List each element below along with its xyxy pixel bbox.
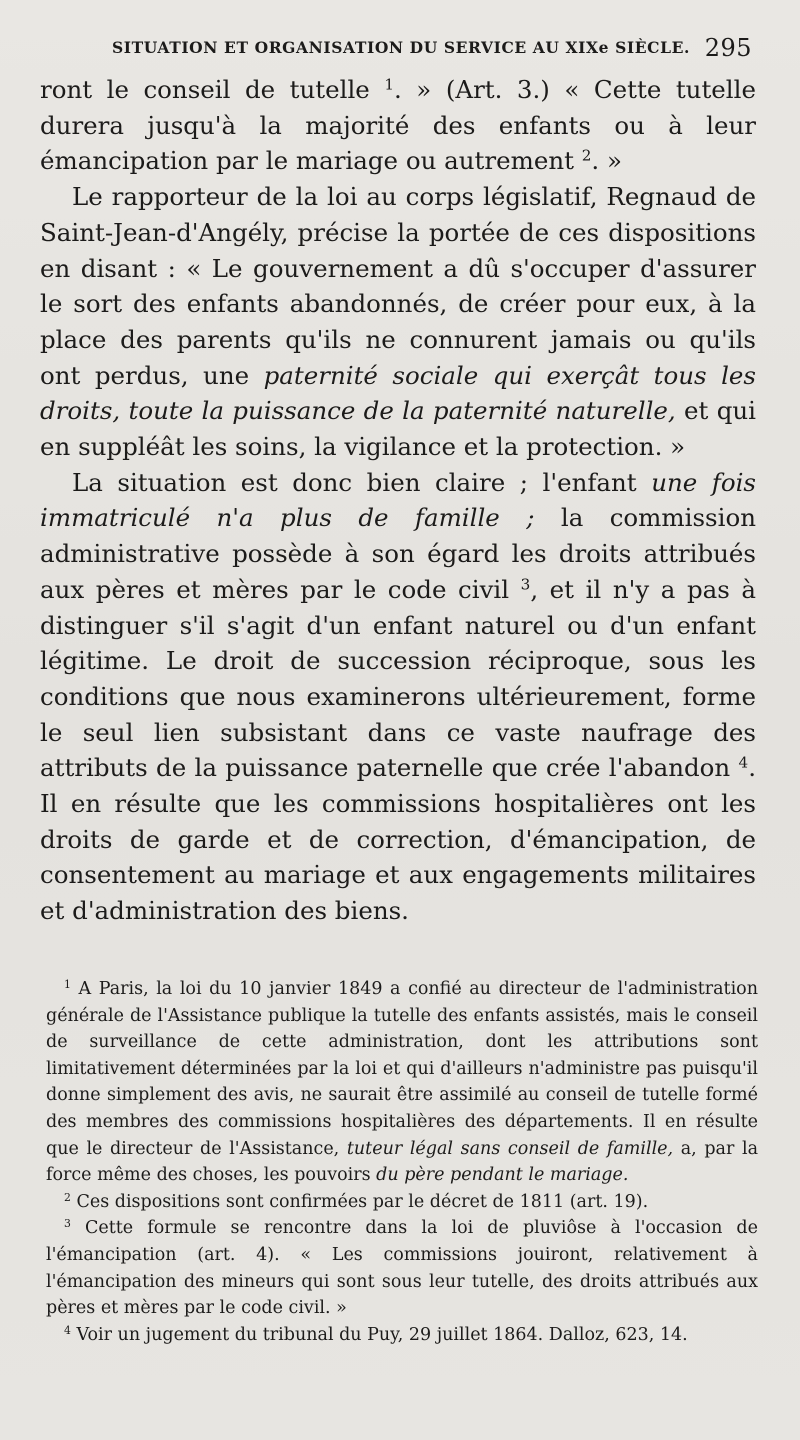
text-run: La situation est donc bien claire ; l'enfant (72, 467, 652, 497)
text-run: A Paris, la loi du 10 janvier 1849 a confié au directeur de l'administration générale de l'Assistance publique la tutelle des enfants assistés, mais le conseil de surveillance de cette administration, dont les attributions sont limitativement déterminées par la loi et qui d'ailleurs n'administre pas puisqu'il donne simplement des avis, ne saurait être assimilé au conseil de tutelle formé des membres des commissions hospitalières des départements. Il en résulte que le directeur de l'Assistance, (46, 979, 758, 1159)
footnote (46, 1322, 758, 1349)
footnote-marker: 2 (64, 1190, 71, 1204)
text-run: ront le conseil de tutelle (40, 75, 385, 104)
text-run: . » (591, 146, 622, 176)
footnote (46, 1215, 758, 1321)
text-run: Ces dispositions sont confirmées par le décret de 1811 (art. 19). (70, 1191, 649, 1212)
italic-text: paternité sociale qui exerçât tous les droits, toute la puissance de la paternité naturelle, (40, 360, 757, 426)
footnote (46, 1189, 758, 1216)
text-run: Voir un jugement du tribunal du Puy, 29 juillet 1864. Dalloz, 623, 14. (70, 1324, 688, 1345)
footnote-marker: 1 (64, 978, 71, 992)
text-run: . » (Art. 3.) « Cette tutelle durera jusqu'à la majorité des enfants ou à leur émancipation par le mariage ou autrement (40, 75, 756, 176)
text-run: , et il n'y a pas à distinguer s'il s'agit d'un enfant naturel ou d'un enfant légitime. Le droit de succession réciproque, sous les conditions que nous examinerons ultérieurement, forme le seul lien subsistant dans ce vaste naufrage des attributs de la puissance paternelle que crée l'abandon (40, 574, 756, 783)
paragraph (40, 72, 756, 179)
page-header (112, 34, 752, 60)
footnote-marker: 2 (581, 147, 592, 166)
footnote-marker: 3 (520, 575, 531, 594)
paragraph (40, 465, 756, 929)
text-run: . Il en résulte que les commissions hospitalières ont les droits de garde et de correction, d'émancipation, de consentement au mariage et aux engagements militaires et d'administration des biens. (40, 753, 756, 926)
footnote-marker: 3 (64, 1217, 71, 1231)
text-run: Cette formule se rencontre dans la loi de pluviôse à l'occasion de l'émancipation (art. 4). « Les commissions jouiront, relativement à l'émancipation des mineurs qui sont sous leur tutelle, des droits attribués aux pères et mères par le code civil. » (46, 1218, 758, 1319)
footnote-marker: 1 (384, 75, 394, 94)
italic-text: du père pendant le mariage. (376, 1165, 629, 1186)
text-run: a, par la force même des choses, les pouvoirs (46, 1138, 759, 1186)
italic-text: une fois immatriculé n'a plus de famille ; (40, 467, 756, 533)
footnote-marker: 4 (64, 1323, 71, 1337)
italic-text: tuteur légal sans conseil de famille, (346, 1138, 674, 1159)
footnote-marker: 4 (738, 754, 749, 773)
footnote (46, 976, 758, 1189)
text-run: Le rapporteur de la loi au corps législatif, Regnaud de Saint-Jean-d'Angély, précise la portée de ces dispositions en disant : « Le gouvernement a dû s'occuper d'assurer le sort des enfants abandonnés, de créer pour eux, à la place des parents qu'ils ne connurent jamais ou qu'ils ont perdus, une (40, 182, 756, 390)
paragraph (40, 179, 756, 465)
running-head: SITUATION ET ORGANISATION DU SERVICE AU XIXe SIÈCLE. (112, 38, 690, 57)
main-text (40, 72, 756, 929)
page-number: 295 (704, 34, 752, 62)
text-run: et qui en suppléât les soins, la vigilance et la protection. » (40, 396, 756, 462)
text-run: la commission administrative possède à son égard les droits attribués aux pères et mères par le code civil (40, 503, 756, 604)
footnotes (46, 976, 758, 1348)
